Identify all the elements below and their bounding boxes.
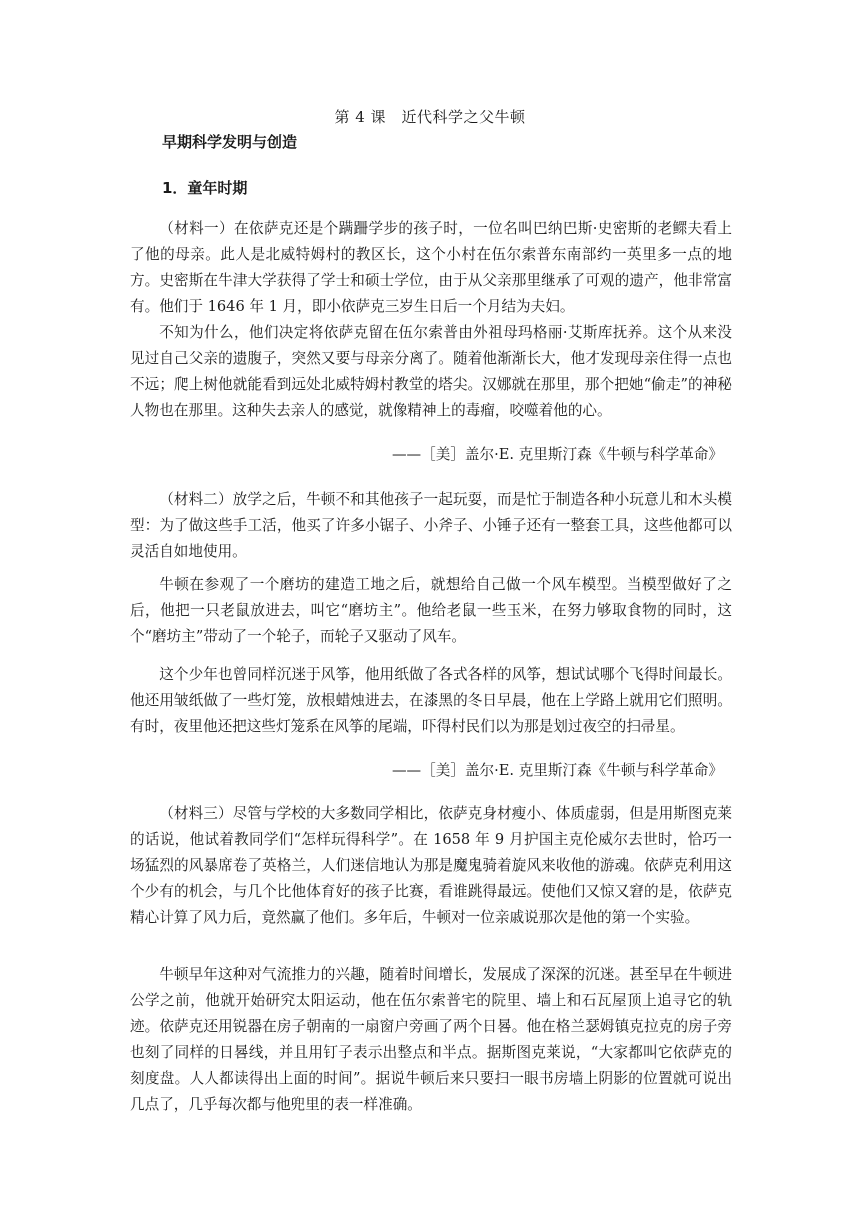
subsection-heading: 1．童年时期 [162, 179, 248, 197]
source-citation: ——［美］盖尔·E. 克里斯汀森《牛顿与科学革命》 [391, 762, 723, 779]
material-one-paragraph: （材料一）在依萨克还是个蹒跚学步的孩子时，一位名叫巴纳巴斯·史密斯的老鳏夫看上了他的母亲。此人是北威特姆村的教区长，这个小村在伍尔索普东南部约一英里多一点的地方。史密斯在牛津大学获得了学士和硕士学位，由于从父亲那里继承了可观的遗产，他非常富有。他们于 1646 年 1 月，即小依萨克三岁生日后一个月结为夫妇。 [130, 220, 732, 315]
lesson-title: 第 4 课 近代科学之父牛顿 [334, 108, 526, 126]
source-citation: ——［美］盖尔·E. 克里斯汀森《牛顿与科学革命》 [391, 446, 723, 463]
childhood-paragraph: 不知为什么，他们决定将依萨克留在伍尔索普由外祖母玛格丽·艾斯库抚养。这个从来没见过自己父亲的遗腹子，突然又要与母亲分离了。随着他渐渐长大，他才发现母亲住得一点也不远；爬上树他就能看到远处北威特姆村教堂的塔尖。汉娜就在那里，那个把她“偷走”的神秘人物也在那里。这种失去亲人的感觉，就像精神上的毒瘤，咬噬着他的心。 [130, 324, 732, 419]
kite-paragraph: 这个少年也曾同样沉迷于风筝，他用纸做了各式各样的风筝，想试试哪个飞得时间最长。他还用皱纸做了一些灯笼，放根蜡烛进去，在漆黑的冬日早晨，他在上学路上就用它们照明。有时，夜里他还把这些灯笼系在风筝的尾端，吓得村民们以为那是划过夜空的扫帚星。 [130, 666, 732, 735]
section-heading: 早期科学发明与创造 [162, 133, 298, 151]
material-two-paragraph: （材料二）放学之后，牛顿不和其他孩子一起玩耍，而是忙于制造各种小玩意儿和木头模型：为了做这些手工活，他买了许多小锯子、小斧子、小锤子还有一整套工具，这些他都可以灵活自如地使用。 [130, 491, 732, 560]
windmill-paragraph: 牛顿在参观了一个磨坊的建造工地之后，就想给自己做一个风车模型。当模型做好了之后，他把一只老鼠放进去，叫它“磨坊主”。他给老鼠一些玉米，在努力够取食物的同时，这个“磨坊主”带动了一个轮子，而轮子又驱动了风车。 [130, 576, 732, 645]
sundial-paragraph: 牛顿早年这种对气流推力的兴趣，随着时间增长，发展成了深深的沉迷。甚至早在牛顿进公学之前，他就开始研究太阳运动，他在伍尔索普宅的院里、墙上和石瓦屋顶上追寻它的轨迹。依萨克还用锐器在房子朝南的一扇窗户旁画了两个日晷。他在格兰瑟姆镇克拉克的房子旁也刻了同样的日晷线，并且用钉子表示出整点和半点。据斯图克莱说，“大家都叫它依萨克的刻度盘。人人都读得出上面的时间”。据说牛顿后来只要扫一眼书房墙上阴影的位置就可说出几点了，几乎每次都与他兜里的表一样准确。 [130, 966, 732, 1113]
material-three-paragraph: （材料三）尽管与学校的大多数同学相比，依萨克身材瘦小、体质虚弱，但是用斯图克莱的话说，他试着教同学们“怎样玩得科学”。在 1658 年 9 月护国主克伦威尔去世时，恰巧一场猛烈的风暴席卷了英格兰，人们迷信地认为那是魔鬼骑着旋风来收他的游魂。依萨克利用这个少有的机会，与几个比他体育好的孩子比赛，看谁跳得最远。使他们又惊又窘的是，依萨克精心计算了风力后，竟然赢了他们。多年后，牛顿对一位亲戚说那次是他的第一个实验。 [130, 805, 732, 926]
